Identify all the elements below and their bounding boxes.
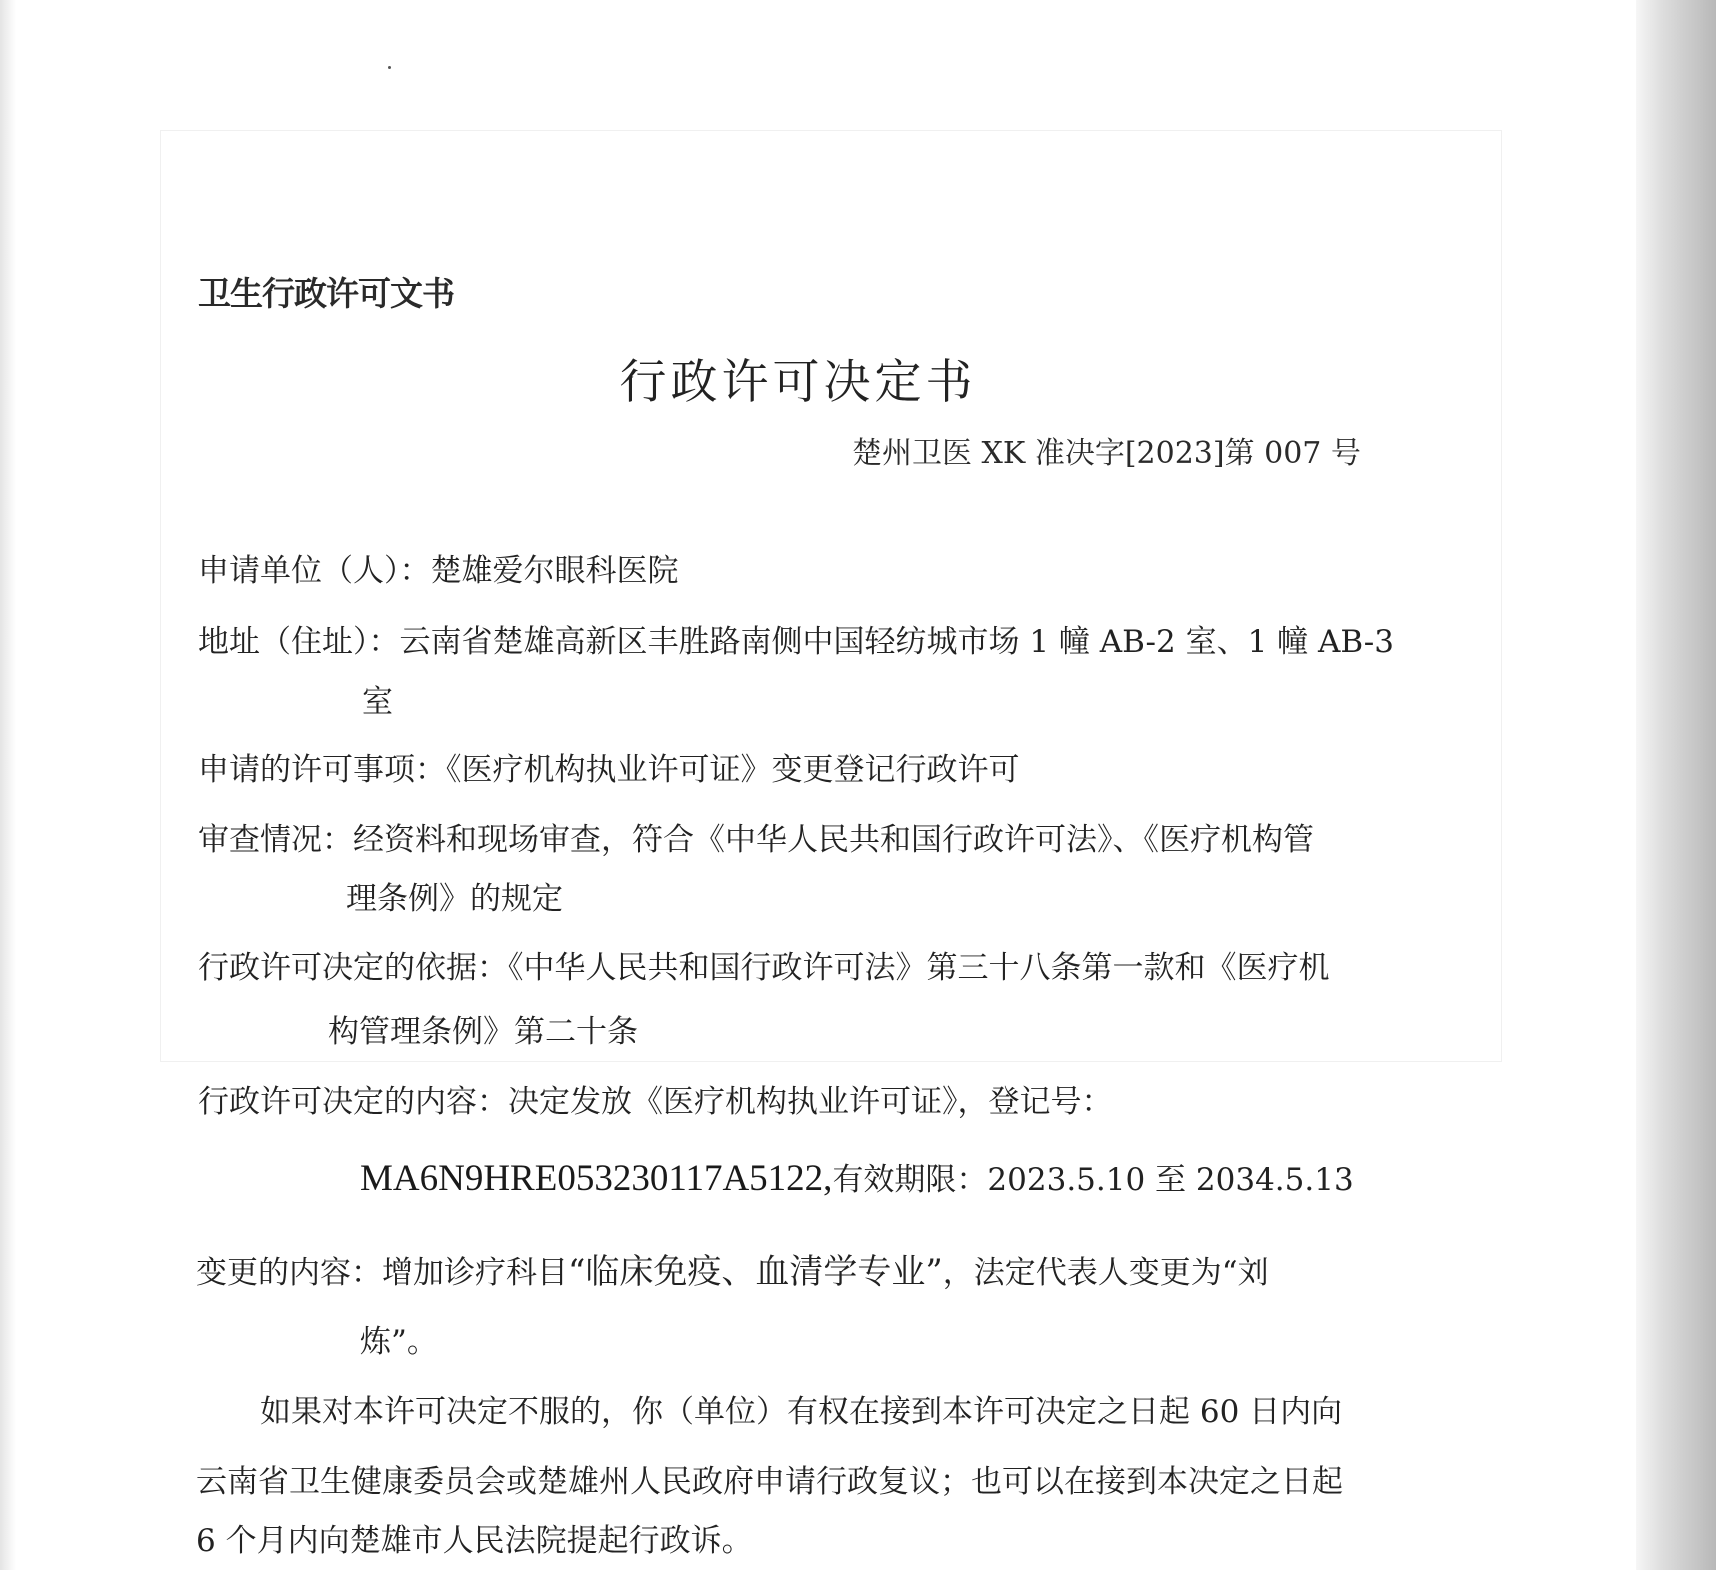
license-row bbox=[360, 1154, 1354, 1200]
basis-value-line1: 《中华人民共和国行政许可法》第三十八条第一款和《医疗机 bbox=[508, 950, 1330, 986]
review-row bbox=[198, 814, 1314, 859]
applicant-label: 申请单位（人）： bbox=[198, 553, 431, 589]
change-value-line2: 炼”。 bbox=[360, 1324, 438, 1360]
content-label: 行政许可决定的内容： bbox=[198, 1084, 508, 1120]
address-value-line2: 室 bbox=[362, 684, 393, 720]
permit-item-value: 《医疗机构执业许可证》变更登记行政许可 bbox=[446, 752, 1020, 788]
address-value-line1: 云南省楚雄高新区丰胜路南侧中国轻纺城市场 1 幢 AB-2 室、1 幢 AB-3 bbox=[399, 624, 1394, 660]
change-value-a: 增加诊疗科目 bbox=[382, 1255, 568, 1291]
scan-speck bbox=[388, 66, 391, 69]
content-value-line1: 决定发放《医疗机构执业许可证》，登记号： bbox=[508, 1084, 1113, 1120]
change-label: 变更的内容： bbox=[196, 1255, 382, 1291]
applicant-row bbox=[198, 545, 679, 590]
document-type-heading: 卫生行政许可文书 bbox=[198, 274, 454, 313]
change-value-specialty: “临床免疫、血清学专业” bbox=[568, 1252, 943, 1292]
appeal-line2: 云南省卫生健康委员会或楚雄州人民政府申请行政复议；也可以在接到本决定之日起 bbox=[196, 1464, 1343, 1500]
permit-item-row bbox=[198, 744, 1020, 789]
basis-value-line2: 构管理条例》第二十条 bbox=[328, 1014, 638, 1050]
content-row bbox=[198, 1076, 1113, 1121]
appeal-line3: 6 个月内向楚雄市人民法院提起行政诉。 bbox=[196, 1523, 753, 1559]
review-value-line2: 理条例》的规定 bbox=[346, 881, 563, 917]
address-row bbox=[198, 616, 1394, 661]
document-number: 楚州卫医 XK 准决字[2023]第 007 号 bbox=[852, 436, 1361, 471]
address-label: 地址（住址）： bbox=[198, 624, 400, 660]
basis-row bbox=[198, 942, 1330, 987]
license-code: MA6N9HRE053230117A5122, bbox=[360, 1158, 833, 1199]
appeal-line1: 如果对本许可决定不服的，你（单位）有权在接到本许可决定之日起 60 日内向 bbox=[260, 1394, 1343, 1430]
basis-label: 行政许可决定的依据： bbox=[198, 950, 508, 986]
document-title: 行政许可决定书 bbox=[619, 355, 977, 410]
review-value-line1: 经资料和现场审查，符合《中华人民共和国行政许可法》、《医疗机构管 bbox=[353, 822, 1314, 858]
change-value-c: ，法定代表人变更为“刘 bbox=[942, 1255, 1269, 1291]
permit-item-label: 申请的许可事项： bbox=[198, 752, 446, 788]
validity-period: 有效期限：2023.5.10 至 2034.5.13 bbox=[832, 1162, 1354, 1198]
applicant-value: 楚雄爱尔眼科医院 bbox=[430, 553, 679, 589]
change-row bbox=[196, 1244, 1269, 1293]
review-label: 审查情况： bbox=[198, 822, 353, 858]
